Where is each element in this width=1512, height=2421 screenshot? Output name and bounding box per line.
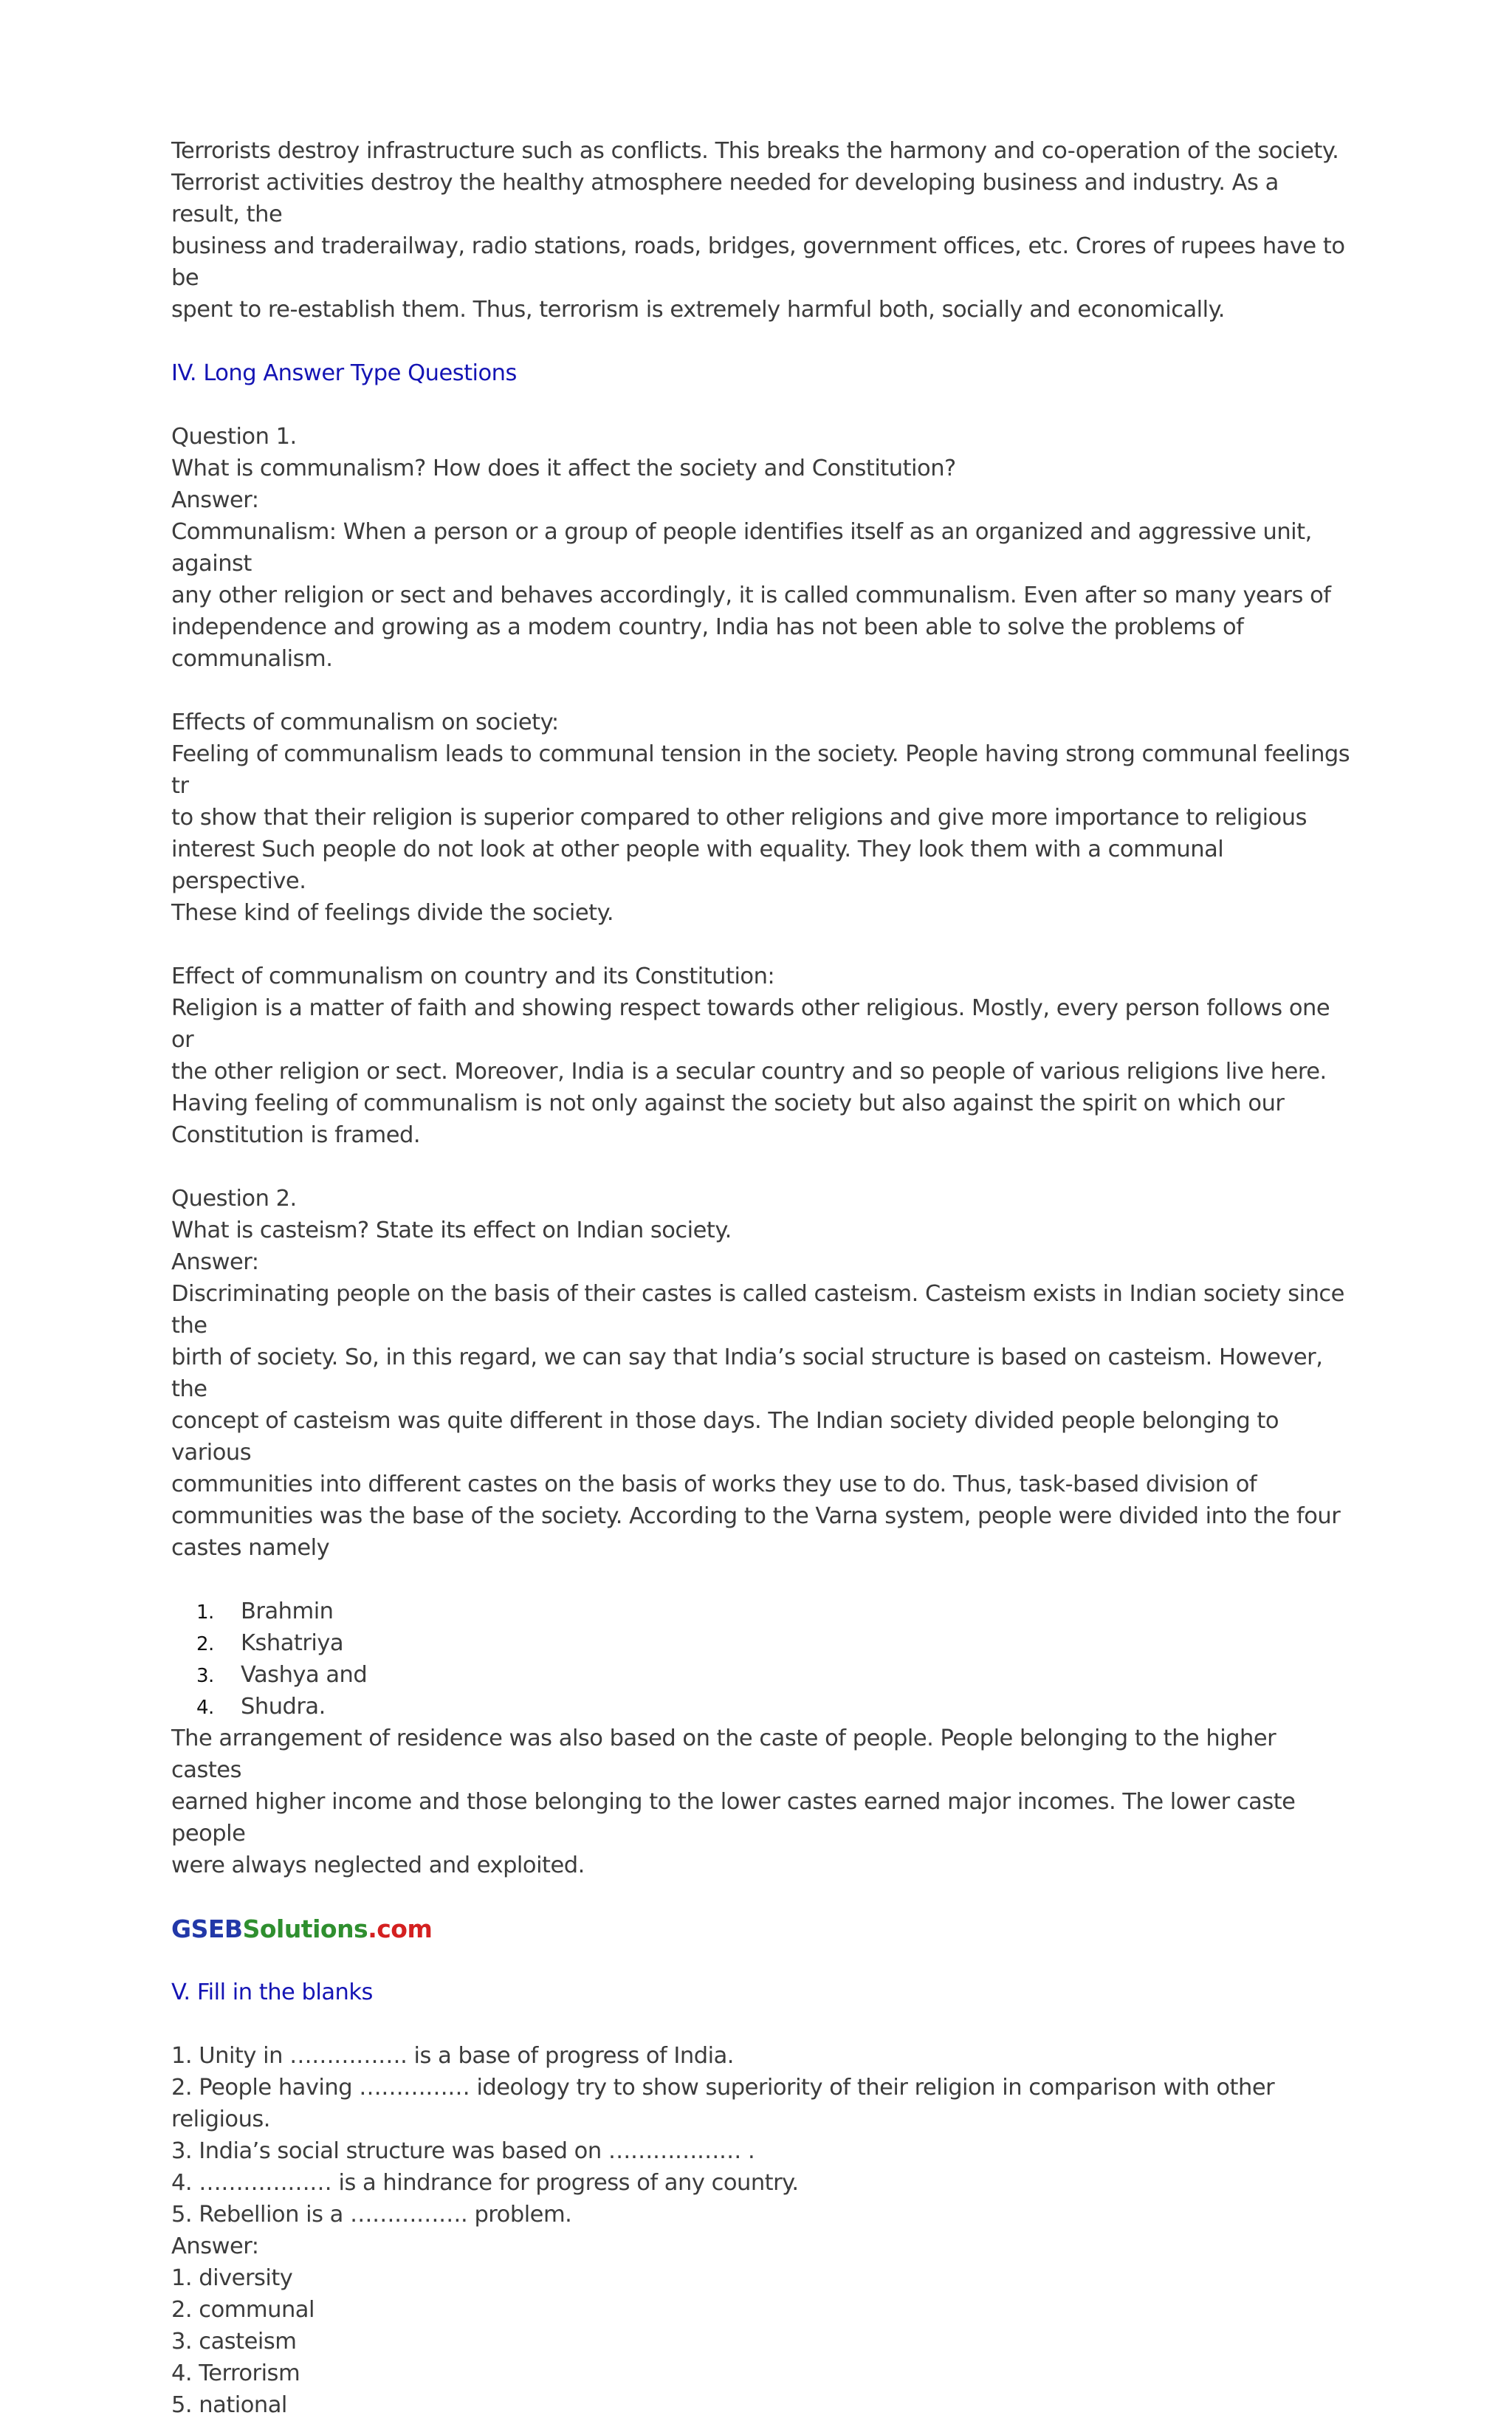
subheading: Effects of communalism on society: [171, 710, 559, 735]
fill-blank-answer: 4. Terrorism [171, 2360, 300, 2386]
section-heading-long-answer: IV. Long Answer Type Questions [171, 360, 517, 386]
question-1-block [171, 421, 1353, 675]
fill-blank-question: 3. India’s social structure was based on ……………… . [171, 2138, 755, 2164]
question-text: What is communalism? How does it affect the society and Constitution? [171, 456, 956, 481]
text-line: Religion is a matter of faith and showing respect towards other religious. Mostly, every person follows one or [171, 995, 1330, 1053]
text-line: The arrangement of residence was also based on the caste of people. People belonging to the higher castes [171, 1725, 1276, 1783]
text-line: independence and growing as a modem country, India has not been able to solve the problems of [171, 614, 1244, 640]
text-line: communalism. [171, 646, 333, 672]
text-line: birth of society. So, in this regard, we can say that India’s social structure is based on casteism. However, the [171, 1345, 1323, 1402]
subheading: Effect of communalism on country and its Constitution: [171, 964, 775, 989]
text-line: Terrorists destroy infrastructure such as conflicts. This breaks the harmony and co-operation of the society. [171, 138, 1339, 164]
list-number: 2. [196, 1633, 214, 1655]
effects-on-society-block [171, 707, 1353, 929]
list-item-text: Vashya and [241, 1662, 368, 1688]
castes-list [171, 1596, 1353, 1723]
logo-part-com: .com [368, 1915, 433, 1943]
question-label: Question 1. [171, 424, 297, 450]
text-line: These kind of feelings divide the society. [171, 900, 614, 926]
list-item-text: Shudra. [241, 1694, 326, 1720]
text-line: spent to re-establish them. Thus, terrorism is extremely harmful both, socially and economically. [171, 297, 1225, 323]
text-line: were always neglected and exploited. [171, 1852, 585, 1878]
text-line: communities was the base of the society. According to the Varna system, people were divided into the four [171, 1503, 1341, 1529]
fill-blanks-block [171, 2040, 1353, 2421]
text-line: Discriminating people on the basis of their castes is called casteism. Casteism exists in Indian society since the [171, 1281, 1344, 1339]
text-line: Feeling of communalism leads to communal tension in the society. People having strong communal feelings tr [171, 741, 1350, 799]
fill-blank-question: 5. Rebellion is a ……………. problem. [171, 2202, 572, 2228]
fill-blank-answer: 3. casteism [171, 2329, 297, 2355]
answer-label: Answer: [171, 487, 259, 513]
text-line: Communalism: When a person or a group of people identifies itself as an organized and aggressive unit, against [171, 519, 1312, 577]
fill-blank-answer: 5. national [171, 2392, 287, 2418]
gsebsolutions-logo [171, 1913, 1353, 1945]
fill-blank-question: 4. ……………… is a hindrance for progress of any country. [171, 2170, 799, 2196]
list-number: 4. [196, 1697, 214, 1719]
text-line: the other religion or sect. Moreover, India is a secular country and so people of various religions live here. [171, 1059, 1327, 1085]
text-line: interest Such people do not look at other people with equality. They look them with a communal perspective. [171, 837, 1224, 894]
text-line: Having feeling of communalism is not only against the society but also against the spirit on which our [171, 1091, 1285, 1116]
effects-on-country-block [171, 961, 1353, 1151]
list-item [171, 1596, 1353, 1627]
list-item [171, 1691, 1353, 1723]
answer-label: Answer: [171, 2233, 259, 2259]
list-item-text: Kshatriya [241, 1630, 344, 1656]
casteism-closing-paragraph [171, 1723, 1353, 1881]
list-item [171, 1659, 1353, 1691]
question-label: Question 2. [171, 1186, 297, 1212]
fill-blank-question: 2. People having …………… ideology try to show superiority of their religion in comparison with other religious. [171, 2075, 1275, 2132]
text-line: to show that their religion is superior compared to other religions and give more importance to religious [171, 805, 1307, 831]
text-line: concept of casteism was quite different in those days. The Indian society divided people belonging to various [171, 1408, 1279, 1466]
fill-blank-answer: 1. diversity [171, 2265, 293, 2291]
list-item [171, 1627, 1353, 1659]
list-number: 1. [196, 1601, 214, 1624]
document-page [171, 135, 1353, 2421]
logo-part-gseb: GSEB [171, 1915, 243, 1943]
text-line: communities into different castes on the basis of works they use to do. Thus, task-based division of [171, 1472, 1257, 1497]
text-line: any other religion or sect and behaves accordingly, it is called communalism. Even after so many years of [171, 583, 1331, 608]
text-line: Constitution is framed. [171, 1122, 421, 1148]
answer-label: Answer: [171, 1249, 259, 1275]
question-text: What is casteism? State its effect on Indian society. [171, 1218, 732, 1243]
text-line: Terrorist activities destroy the healthy atmosphere needed for developing business and industry. As a result, the [171, 170, 1279, 227]
list-item-text: Brahmin [241, 1598, 334, 1624]
text-line: castes namely [171, 1535, 330, 1561]
text-line: earned higher income and those belonging to the lower castes earned major incomes. The lower caste people [171, 1789, 1296, 1847]
fill-blank-question: 1. Unity in ……………. is a base of progress of India. [171, 2043, 734, 2069]
section-heading-fill-blanks: V. Fill in the blanks [171, 1979, 373, 2005]
logo-part-solutions: Solutions [242, 1915, 368, 1943]
text-line: business and traderailway, radio stations, roads, bridges, government offices, etc. Crores of rupees have to be [171, 233, 1345, 291]
intro-paragraph [171, 135, 1353, 326]
list-number: 3. [196, 1665, 214, 1687]
fill-blank-answer: 2. communal [171, 2297, 315, 2323]
question-2-block [171, 1183, 1353, 1564]
